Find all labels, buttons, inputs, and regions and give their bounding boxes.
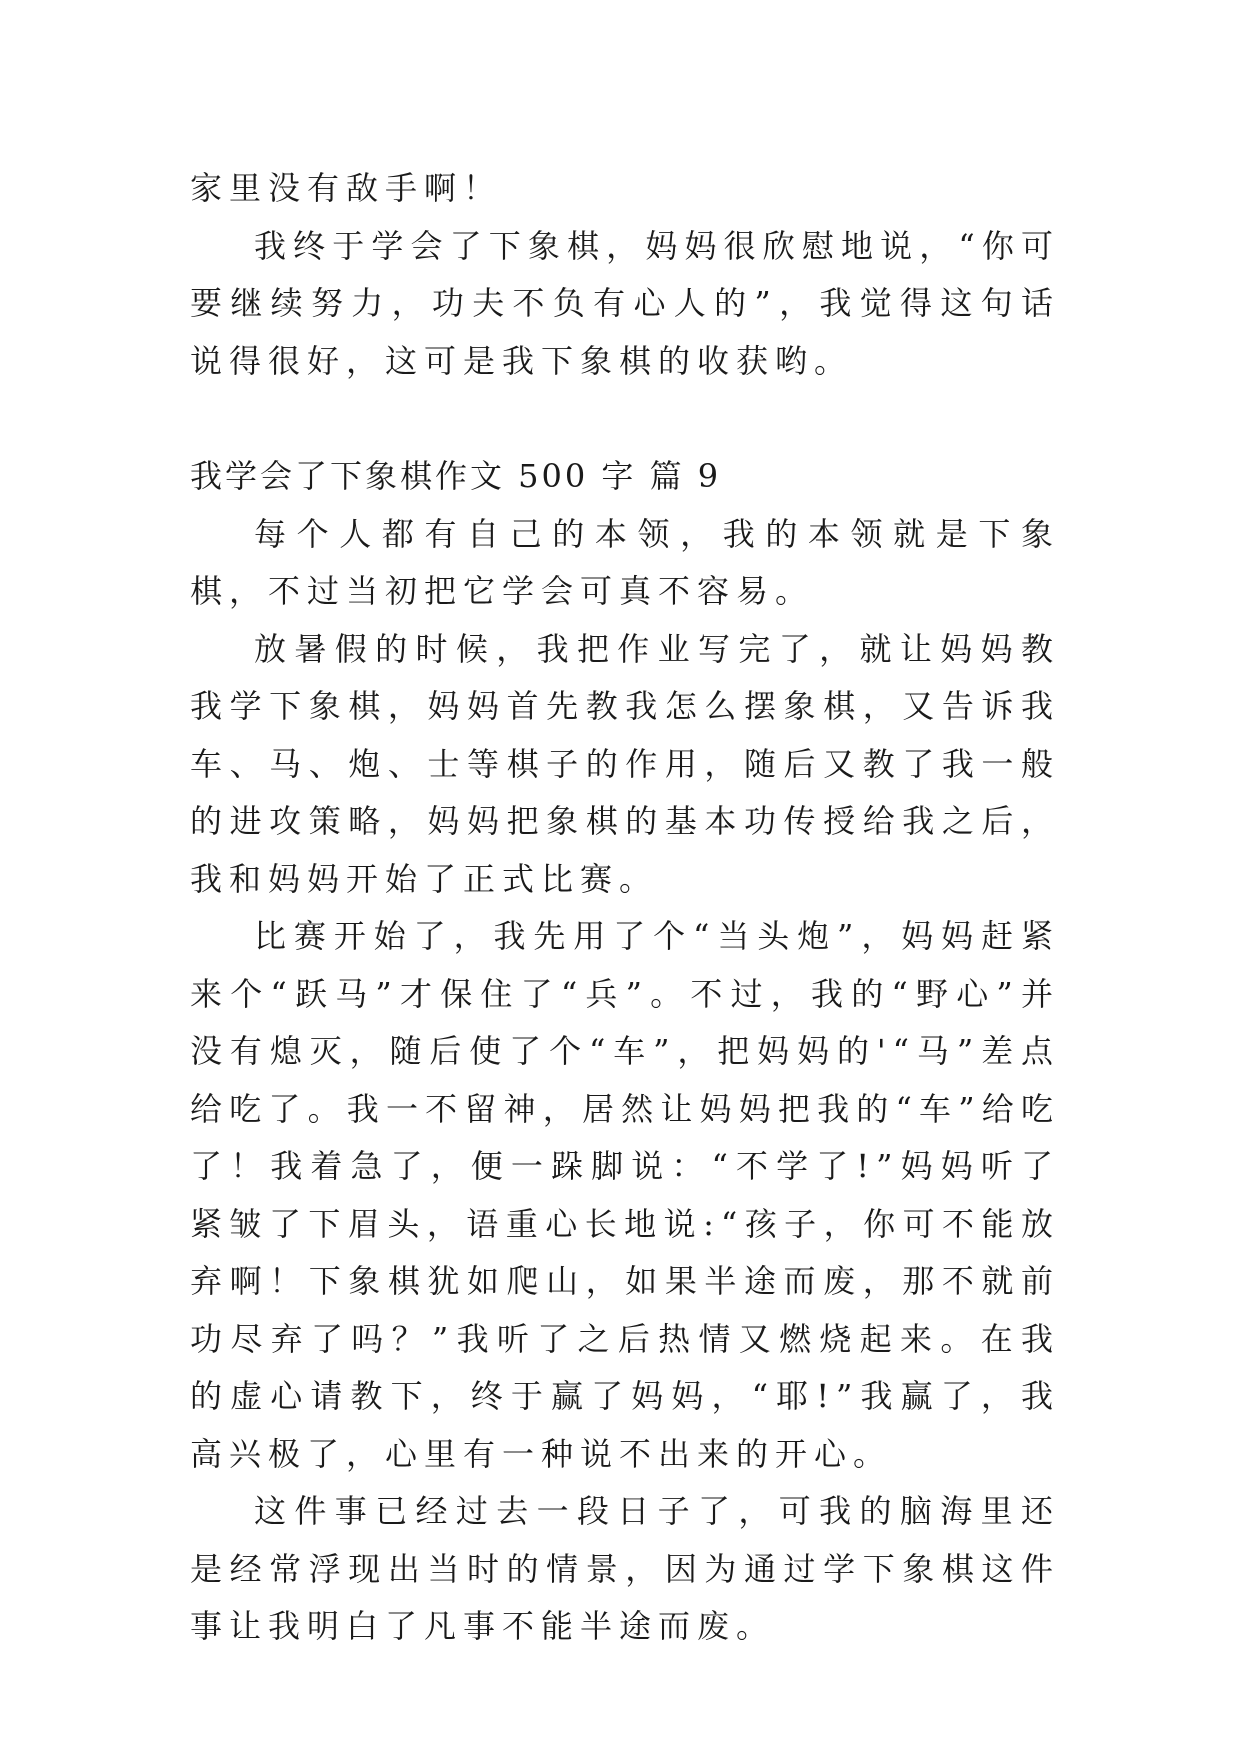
section-heading: 我学会了下象棋作文 500 字 篇 9 (190, 457, 722, 495)
paragraph: 我终于学会了下象棋，妈妈很欣慰地说，“你可要继续努力，功夫不负有心人的”，我觉得这句话说得很好，这可是我下象棋的收获哟。 (190, 226, 1060, 380)
paragraph: 比赛开始了，我先用了个“当头炮”，妈妈赶紧来个“跃马”才保住了“兵”。不过，我的“野心”并没有熄灭，随后使了个“车”，把妈妈的'“马”差点给吃了。我一不留神，居然让妈妈把我的“车”给吃了！我着急了，便一跺脚说：“不学了!”妈妈听了紧皱了下眉头，语重心长地说:“孩子，你可不能放弃啊！下象棋犹如爬山，如果半途而废，那不就前功尽弃了吗？”我听了之后热情又燃烧起来。在我的虚心请教下，终于赢了妈妈，“耶!”我赢了，我高兴极了，心里有一种说不出来的开心。 (190, 917, 1060, 1473)
document-body (190, 160, 1060, 1656)
paragraph: 这件事已经过去一段日子了，可我的脑海里还是经常浮现出当时的情景，因为通过学下象棋这件事让我明白了凡事不能半途而废。 (190, 1492, 1060, 1645)
paragraph: 放暑假的时候，我把作业写完了，就让妈妈教我学下象棋，妈妈首先教我怎么摆象棋，又告诉我车、马、炮、士等棋子的作用，随后又教了我一般的进攻策略，妈妈把象棋的基本功传授给我之后，我和妈妈开始了正式比赛。 (190, 629, 1060, 898)
paragraph-continued: 家里没有敌手啊！ (190, 169, 503, 207)
paragraph: 每个人都有自己的本领，我的本领就是下象棋，不过当初把它学会可真不容易。 (190, 514, 1060, 610)
